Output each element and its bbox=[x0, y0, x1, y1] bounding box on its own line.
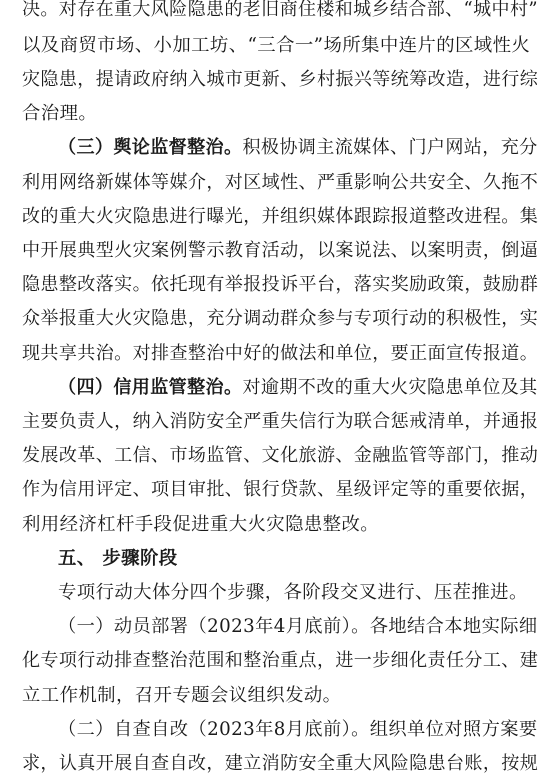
section-five-heading: 五、 步骤阶段 bbox=[58, 548, 178, 569]
body-line: （二）自查自改（2023年8月底前）。组织单位对照方案要 bbox=[58, 719, 538, 740]
section-three-line bbox=[58, 135, 538, 161]
section-three-heading: （三）舆论监督整治。 bbox=[58, 137, 243, 158]
body-line: 作为信用评定、项目审批、银行贷款、星级评定等的重要依据， bbox=[22, 479, 539, 500]
body-line: 中开展典型火灾案例警示教育活动，以案说法、以案明责，倒逼 bbox=[22, 240, 539, 261]
body-line: （一）动员部署（2023年4月底前）。各地结合本地实际细 bbox=[58, 616, 538, 637]
body-line: 灾隐患，提请政府纳入城市更新、乡村振兴等统筹改造，进行综 bbox=[22, 69, 539, 90]
section-four-line bbox=[58, 375, 538, 401]
section-four-heading: （四）信用监管整治。 bbox=[58, 377, 243, 398]
body-line: 合治理。 bbox=[22, 103, 98, 124]
body-line: 决。对存在重大风险隐患的老旧商住楼和城乡结合部、“城中村” bbox=[22, 0, 538, 20]
body-line: 现共享共治。对排查整治中好的做法和单位，要正面宣传报道。 bbox=[22, 343, 539, 364]
body-line: 化专项行动排查整治范围和整治重点，进一步细化责任分工、建 bbox=[22, 650, 539, 671]
body-text: 积极协调主流媒体、门户网站，充分 bbox=[242, 137, 538, 158]
body-line: 专项行动大体分四个步骤，各阶段交叉进行、压茬推进。 bbox=[58, 582, 528, 603]
body-line: 利用网络新媒体等媒介，对区域性、严重影响公共安全、久拖不 bbox=[22, 172, 539, 193]
body-line: 以及商贸市场、小加工坊、“三合一”场所集中连片的区域性火 bbox=[22, 35, 531, 56]
body-line: 利用经济杠杆手段促进重大火灾隐患整改。 bbox=[22, 514, 380, 535]
body-line: 隐患整改落实。依托现有举报投诉平台，落实奖励政策，鼓励群 bbox=[22, 274, 539, 295]
body-line: 求，认真开展自查自改，建立消防安全重大风险隐患台账，按规 bbox=[22, 753, 539, 774]
body-line: 立工作机制，召开专题会议组织发动。 bbox=[22, 685, 342, 706]
body-line: 主要负责人，纳入消防安全严重失信行为联合惩戒清单，并通报 bbox=[22, 411, 539, 432]
body-line: 发展改革、工信、市场监管、文化旅游、金融监管等部门，推动 bbox=[22, 445, 539, 466]
body-text: 对逾期不改的重大火灾隐患单位及其 bbox=[242, 377, 538, 398]
body-line: 改的重大火灾隐患进行曝光，并组织媒体跟踪报道整改进程。集 bbox=[22, 206, 539, 227]
body-line: 众举报重大火灾隐患，充分调动群众参与专项行动的积极性，实 bbox=[22, 308, 539, 329]
